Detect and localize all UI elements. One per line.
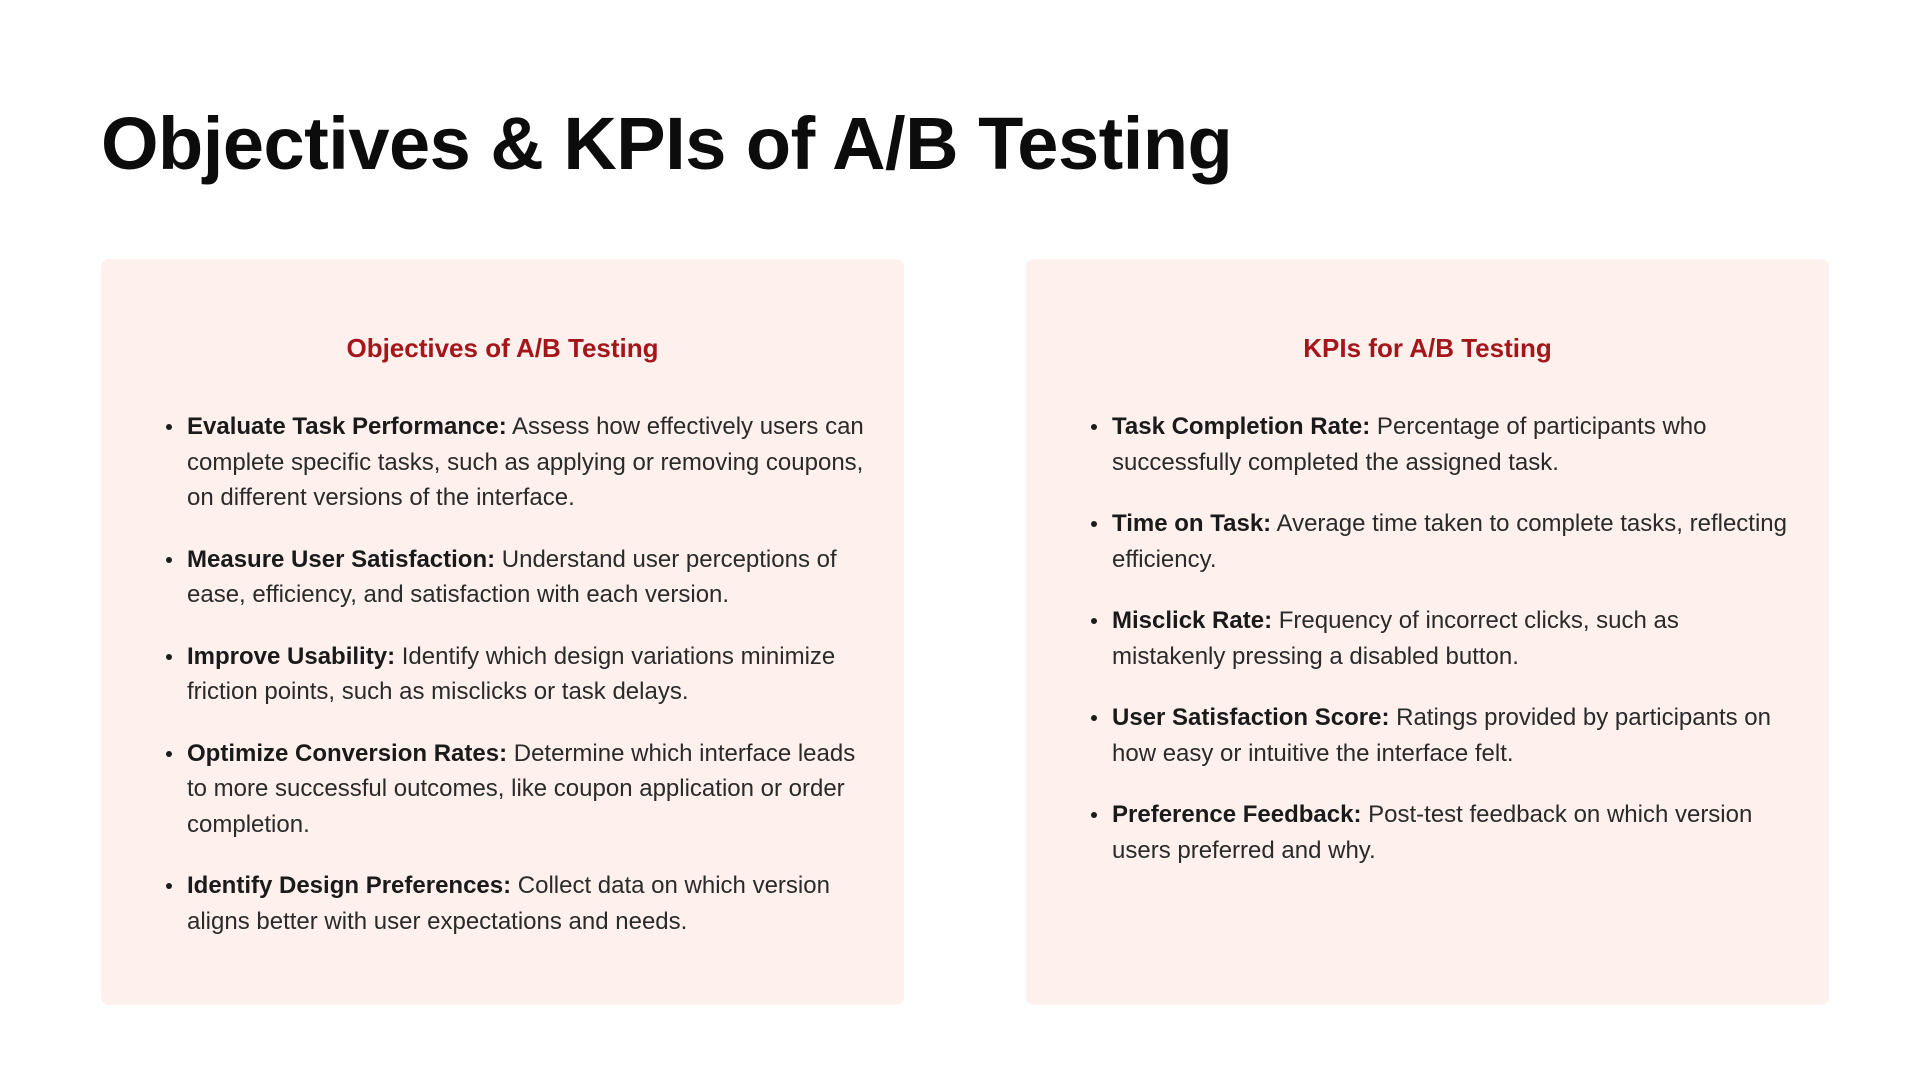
kpi-term: Task Completion Rate:: [1112, 413, 1371, 440]
objective-item: [187, 736, 864, 843]
objectives-card: [101, 259, 904, 1005]
kpi-item: [1112, 603, 1789, 674]
objective-text: Understand user perceptions of ease, efficiency, and satisfaction with each version.: [187, 545, 837, 608]
objective-term: Improve Usability:: [187, 642, 396, 670]
kpi-item: [1112, 797, 1789, 868]
objective-text: Assess how effectively users can complete specific tasks, such as applying or removing coupons, on different versions of the interface.: [187, 413, 864, 511]
kpi-text: Percentage of participants who successfully completed the assigned task.: [1112, 413, 1707, 476]
kpi-term: Preference Feedback:: [1112, 801, 1362, 828]
kpi-term: Time on Task:: [1112, 510, 1272, 537]
objective-term: Measure User Satisfaction:: [187, 545, 496, 573]
objective-text: Identify which design variations minimize friction points, such as misclicks or task delays.: [187, 642, 836, 705]
objective-term: Identify Design Preferences:: [187, 872, 512, 899]
kpis-list: [1112, 409, 1789, 894]
kpi-text: Average time taken to complete tasks, reflecting efficiency.: [1112, 510, 1787, 573]
kpi-item: [1112, 409, 1789, 480]
kpis-heading: KPIs for A/B Testing: [1303, 333, 1552, 363]
objective-term: Evaluate Task Performance:: [187, 413, 507, 440]
kpi-term: Misclick Rate:: [1112, 607, 1273, 634]
objectives-list: [187, 409, 864, 965]
kpi-text: Frequency of incorrect clicks, such as mistakenly pressing a disabled button.: [1112, 607, 1679, 670]
page-title: Objectives & KPIs of A/B Testing: [101, 102, 1233, 185]
objective-item: [187, 409, 864, 516]
kpi-text: Post-test feedback on which version users preferred and why.: [1112, 801, 1753, 864]
objective-item: [187, 639, 864, 710]
objectives-heading: Objectives of A/B Testing: [346, 333, 659, 363]
objective-text: Collect data on which version aligns better with user expectations and needs.: [187, 872, 830, 935]
objective-term: Optimize Conversion Rates:: [187, 739, 508, 767]
kpi-text: Ratings provided by participants on how easy or intuitive the interface felt.: [1112, 704, 1771, 767]
objective-text: Determine which interface leads to more successful outcomes, like coupon application or order completion.: [187, 739, 856, 838]
objective-item: [187, 542, 864, 613]
kpi-item: [1112, 700, 1789, 771]
kpi-item: [1112, 506, 1789, 577]
objective-item: [187, 868, 864, 939]
kpi-term: User Satisfaction Score:: [1112, 704, 1390, 731]
kpis-card: [1026, 259, 1829, 1005]
